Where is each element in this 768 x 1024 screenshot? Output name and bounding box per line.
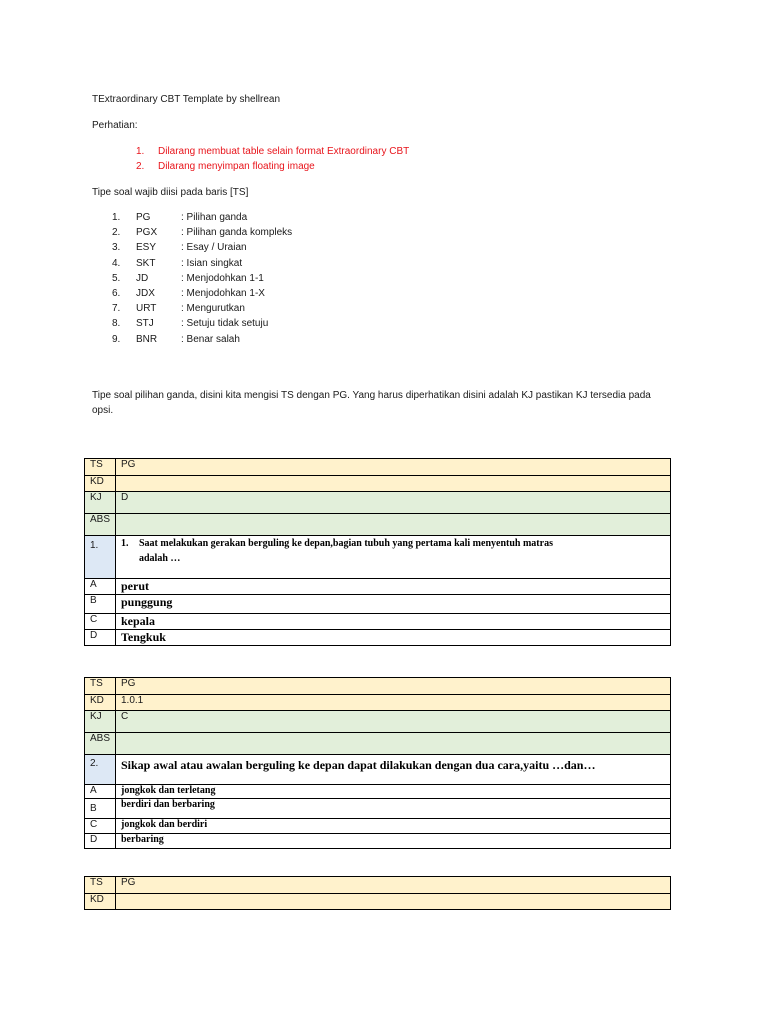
abs-value[interactable] — [116, 514, 671, 536]
kd-value[interactable]: 1.0.1 — [116, 695, 671, 711]
option-row-a — [85, 579, 671, 595]
question-number: 2. — [85, 755, 116, 785]
note-line-1: Tipe soal pilihan ganda, disini kita mengisi TS dengan PG. Yang harus diperhatikan disini adalah KJ pastikan KJ tersedia pada — [92, 390, 651, 401]
option-label-a: A — [85, 785, 116, 799]
tipe-intro: Tipe soal wajib diisi pada baris [TS] — [92, 187, 249, 198]
abs-value[interactable] — [116, 733, 671, 755]
question-row — [85, 536, 671, 579]
option-text-a[interactable]: perut — [116, 579, 671, 595]
kd-value[interactable] — [116, 894, 671, 910]
type-list: 1. PG : Pilihan ganda 2. PGX : Pilihan ganda kompleks 3. ESY : Esay / Uraian 4. SKT : Isian singkat 5. JD : Menjodohkan 1-1 6. JDX : Menjodohkan 1-X 7. URT : Mengurutkan 8. STJ : Setuju tidak setuju 9. BNR : Benar salah — [112, 212, 293, 345]
question-table-1 — [84, 458, 671, 646]
kj-label: KJ — [85, 711, 116, 733]
option-label-c: C — [85, 614, 116, 630]
kd-label: KD — [85, 476, 116, 492]
kj-row — [85, 711, 671, 733]
ts-row — [85, 459, 671, 476]
rule-item: 1. Dilarang membuat table selain format Extraordinary CBT — [136, 146, 410, 157]
option-row-c — [85, 614, 671, 630]
question-text[interactable]: 1. Saat melakukan gerakan berguling ke depan,bagian tubuh yang pertama kali menyentuh matras adalah … — [116, 536, 671, 579]
option-row-a — [85, 785, 671, 799]
option-label-a: A — [85, 579, 116, 595]
kd-row — [85, 894, 671, 910]
question-table-3 — [84, 876, 671, 910]
option-text-c[interactable]: kepala — [116, 614, 671, 630]
option-row-b — [85, 595, 671, 614]
question-row — [85, 755, 671, 785]
option-row-d — [85, 834, 671, 849]
kd-row — [85, 695, 671, 711]
option-label-b: B — [85, 799, 116, 819]
kd-label: KD — [85, 695, 116, 711]
rules-list — [136, 146, 536, 176]
kd-row — [85, 476, 671, 492]
option-text-c[interactable]: jongkok dan berdiri — [116, 819, 671, 834]
kj-label: KJ — [85, 492, 116, 514]
ts-value[interactable]: PG — [116, 877, 671, 894]
kj-value[interactable]: D — [116, 492, 671, 514]
kd-label: KD — [85, 894, 116, 910]
ts-value[interactable]: PG — [116, 459, 671, 476]
ts-label: TS — [85, 678, 116, 695]
abs-label: ABS — [85, 733, 116, 755]
kd-value[interactable] — [116, 476, 671, 492]
option-text-b[interactable]: berdiri dan berbaring — [116, 799, 671, 819]
option-text-d[interactable]: Tengkuk — [116, 630, 671, 646]
option-text-a[interactable]: jongkok dan terletang — [116, 785, 671, 799]
note-line-2: opsi. — [92, 405, 114, 416]
question-table-2 — [84, 677, 671, 849]
option-row-b — [85, 799, 671, 819]
option-text-d[interactable]: berbaring — [116, 834, 671, 849]
ts-label: TS — [85, 459, 116, 476]
abs-row — [85, 733, 671, 755]
document-title: TExtraordinary CBT Template by shellrean — [92, 94, 281, 105]
option-label-d: D — [85, 630, 116, 646]
kj-value[interactable]: C — [116, 711, 671, 733]
option-row-c — [85, 819, 671, 834]
perhatian-label: Perhatian: — [92, 120, 138, 131]
abs-row — [85, 514, 671, 536]
ts-row — [85, 678, 671, 695]
option-label-b: B — [85, 595, 116, 614]
rule-item: 2. Dilarang menyimpan floating image — [136, 161, 315, 172]
abs-label: ABS — [85, 514, 116, 536]
ts-value[interactable]: PG — [116, 678, 671, 695]
option-row-d — [85, 630, 671, 646]
ts-row — [85, 877, 671, 894]
question-text[interactable]: Sikap awal atau awalan berguling ke depan dapat dilakukan dengan dua cara,yaitu …dan… — [116, 755, 671, 785]
ts-label: TS — [85, 877, 116, 894]
question-number: 1. — [85, 536, 116, 579]
option-label-d: D — [85, 834, 116, 849]
option-text-b[interactable]: punggung — [116, 595, 671, 614]
option-label-c: C — [85, 819, 116, 834]
kj-row — [85, 492, 671, 514]
